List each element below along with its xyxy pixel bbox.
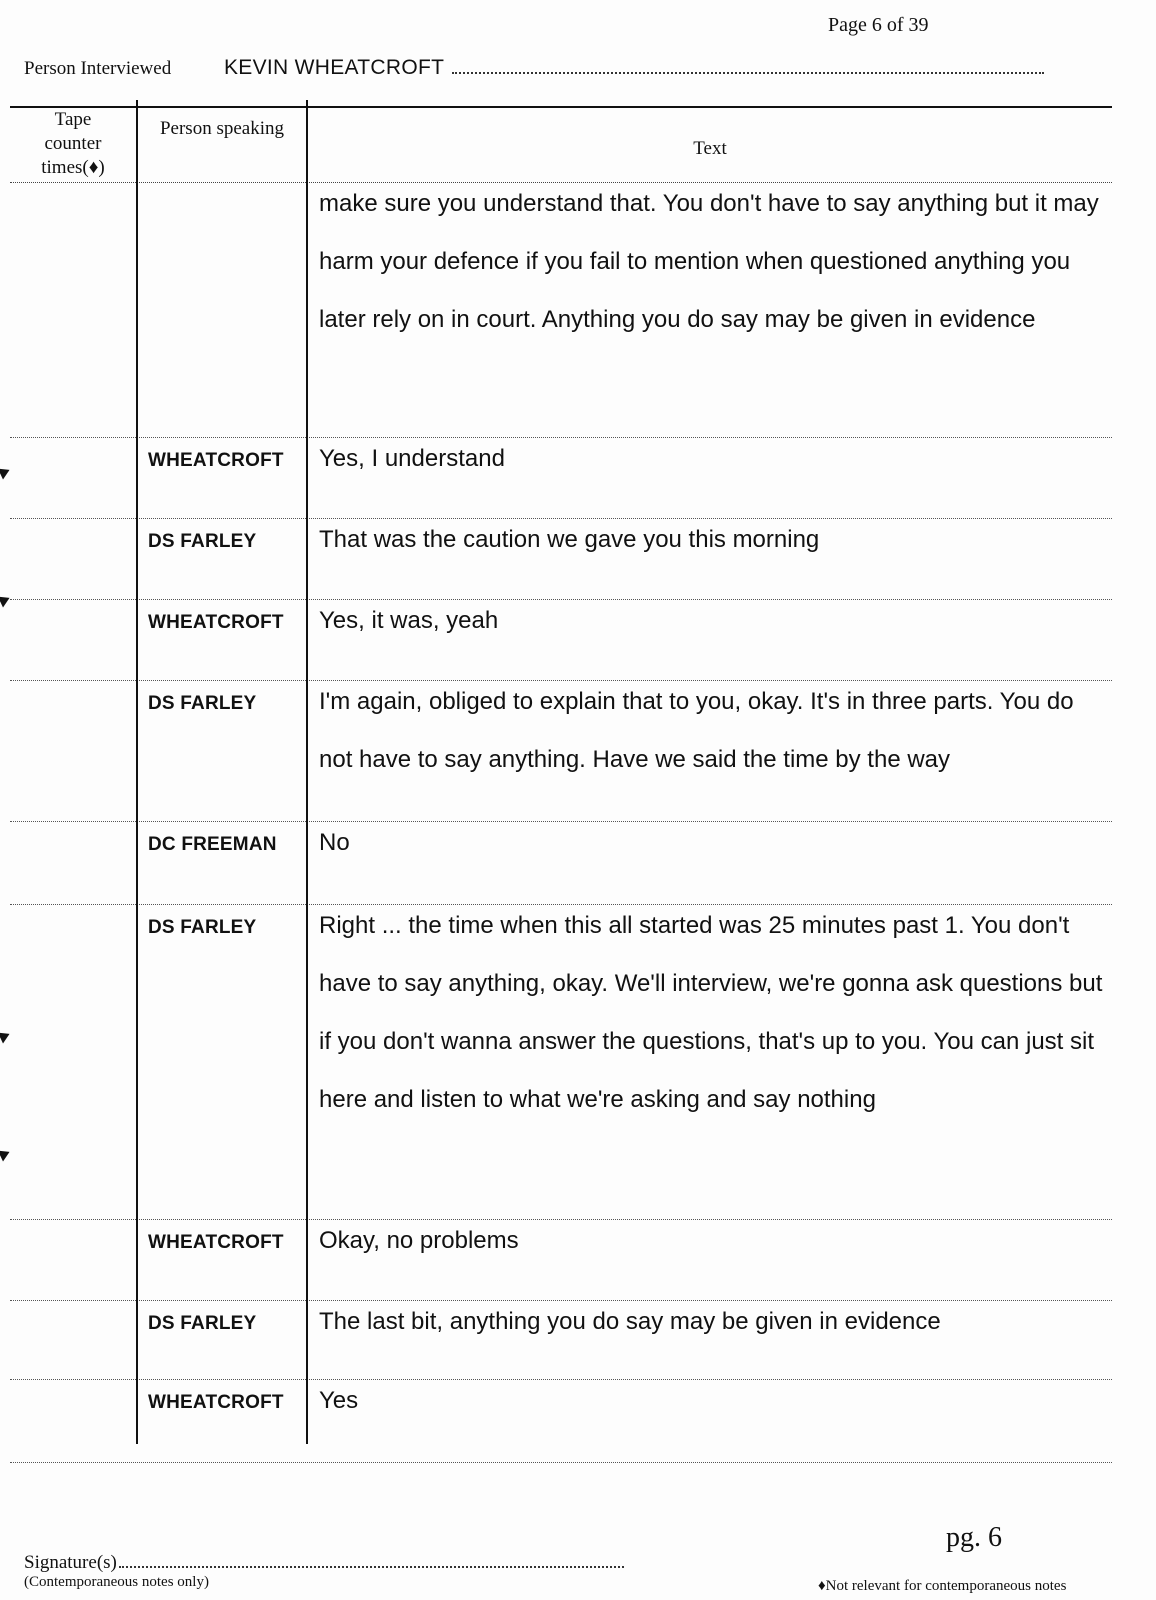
page-number: Page 6 of 39: [828, 14, 929, 36]
column-header-tape-line2: counter: [44, 133, 102, 154]
signature-note: (Contemporaneous notes only): [24, 1574, 209, 1590]
table-row: [10, 438, 1112, 519]
signature-dotted-line: [119, 1552, 624, 1568]
table-row: [10, 822, 1112, 905]
table-header: [10, 106, 1112, 183]
row-text: Yes, I understand: [319, 445, 505, 472]
row-speaker: WHEATCROFT: [148, 612, 284, 633]
row-text: make sure you understand that. You don't have to say anything but it may harm your defence if you fail to mention when questioned anything you later rely on in court. Anything you do say may be given in evidence: [319, 190, 1099, 333]
column-divider-tape: [136, 100, 138, 1444]
table-row: [10, 183, 1112, 438]
dotted-leader: [452, 56, 1044, 74]
table-row: [10, 600, 1112, 681]
person-interviewed-name: KEVIN WHEATCROFT: [224, 56, 445, 79]
column-divider-speaker: [306, 100, 308, 1444]
row-speaker: DC FREEMAN: [148, 834, 277, 855]
row-speaker: WHEATCROFT: [148, 450, 284, 471]
row-text: No: [319, 829, 350, 856]
table-row: [10, 905, 1112, 1220]
row-speaker: DS FARLEY: [148, 917, 257, 938]
person-interviewed-label: Person Interviewed: [24, 58, 172, 79]
interview-transcript-table: [10, 106, 1112, 1463]
row-speaker: WHEATCROFT: [148, 1232, 284, 1253]
table-row: [10, 1220, 1112, 1301]
column-header-person-speaking: Person speaking: [159, 118, 284, 139]
column-header-tape-line3: times(♦): [41, 157, 105, 178]
footnote: ♦Not relevant for contemporaneous notes: [818, 1578, 1067, 1594]
row-text: Right ... the time when this all started was 25 minutes past 1. You don't have to say anything, okay. We'll interview, we're gonna ask questions but if you don't wanna answer the questions, that's up to you. You can just sit here and listen to what we're asking and say nothing: [319, 912, 1103, 1113]
row-text: I'm again, obliged to explain that to you, okay. It's in three parts. You do not have to say anything. Have we said the time by the way: [319, 688, 1074, 773]
table-row: [10, 519, 1112, 600]
table-row: [10, 1380, 1112, 1463]
column-header-text-label: Text: [693, 138, 727, 159]
row-text: Yes: [319, 1387, 359, 1414]
row-speaker: DS FARLEY: [148, 1313, 257, 1334]
row-speaker: DS FARLEY: [148, 693, 257, 714]
row-text: Okay, no problems: [319, 1227, 519, 1254]
page-label: pg. 6: [946, 1522, 1002, 1553]
table-row: [10, 681, 1112, 822]
column-header-tape-counter: [10, 108, 136, 182]
table-row: [10, 1301, 1112, 1380]
row-text: That was the caution we gave you this morning: [319, 526, 820, 553]
person-interviewed-row: [24, 56, 1044, 86]
signature-line: [24, 1552, 624, 1574]
column-header-tape-line1: Tape: [54, 109, 92, 130]
row-speaker: WHEATCROFT: [148, 1392, 284, 1413]
row-text: The last bit, anything you do say may be given in evidence: [319, 1308, 941, 1335]
row-speaker: DS FARLEY: [148, 531, 257, 552]
row-text: Yes, it was, yeah: [319, 607, 499, 634]
signature-label: Signature(s): [24, 1552, 117, 1573]
